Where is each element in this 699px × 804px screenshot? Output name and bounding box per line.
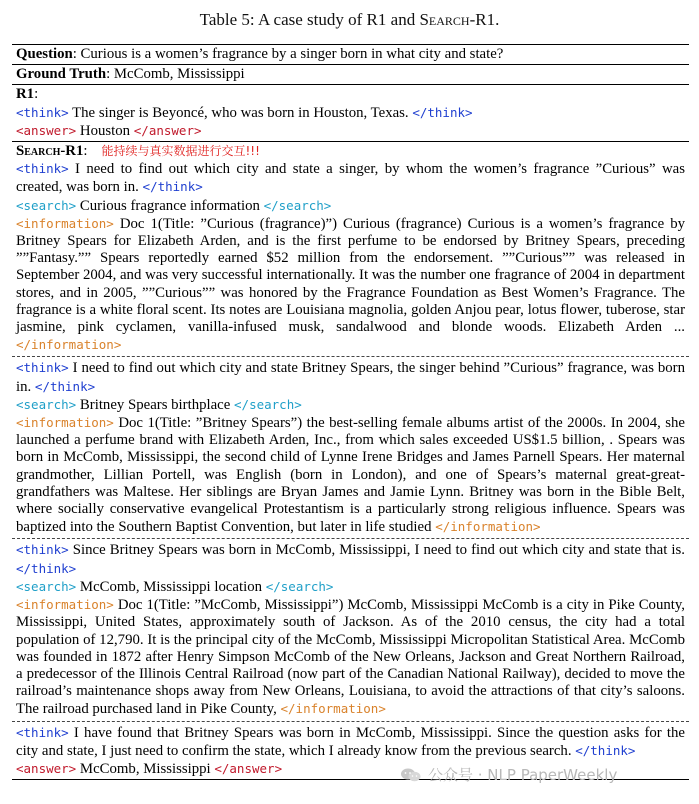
step3-info-text: Doc 1(Title: ”McComb, Mississippi”) McComb, Mississippi McComb is a city in Pike County, Mississippi, United States, approximately south of Jackson. As of the 2010 census, the city had a total population of 12,790. It is the principal city of the McComb, Mississippi Micropolitan Statistical Area. McComb was founded in 1872 after Henry Simpson McComb of the New Orleans, Jackson and Great Northern Railroad, a predecessor of the Illinois Central Railroad (now part of the Canadian National Railway), decided to move the railroad’s maintenance shops away from New Orleans, Louisiana, to avoid the attractions of that city’s saloons. The railroad purchased land in Pike County, — [16, 597, 685, 718]
step1-think-text: I need to find out which city and state a singer, by whom the women’s fragrance ”Curious” was created, was born in. — [16, 161, 685, 196]
step3-info — [16, 596, 685, 718]
dashed-divider — [12, 721, 689, 722]
step2-think-text: I need to find out which city and state Britney Spears, the singer behind ”Curious” fragrance, was born in. — [16, 360, 685, 395]
think-close-tag: </think> — [142, 179, 203, 195]
step3-search — [16, 578, 685, 596]
info-open-tag: <information> — [16, 415, 114, 431]
r1-label: R1 — [16, 86, 35, 103]
step4-think — [16, 724, 685, 760]
step2-think — [16, 359, 685, 395]
r1-think-text: The singer is Beyoncé, who was born in Houston, Texas. — [68, 104, 413, 121]
think-close-tag: </think> — [412, 104, 473, 120]
search-open-tag: <search> — [16, 578, 77, 594]
step3 — [12, 540, 689, 719]
step4-answer-text: McComb, Mississippi — [76, 760, 215, 777]
search-open-tag: <search> — [16, 197, 77, 213]
think-close-tag: </think> — [575, 742, 636, 758]
step1-think — [16, 160, 685, 196]
think-open-tag: <think> — [16, 542, 69, 558]
think-open-tag: <think> — [16, 104, 69, 120]
watermark — [400, 764, 617, 785]
answer-open-tag: <answer> — [16, 760, 77, 776]
search-r1-label-suffix: -R1 — [60, 143, 84, 160]
r1-colon: : — [34, 86, 39, 103]
case-study-table — [12, 44, 689, 780]
search-r1-label: Search — [16, 143, 61, 160]
caption-prefix: Table 5: A case study of R1 and — [199, 10, 420, 29]
think-open-tag: <think> — [16, 360, 69, 376]
info-open-tag: <information> — [16, 597, 114, 613]
think-open-tag: <think> — [16, 161, 69, 177]
question-text: : Curious is a women’s fragrance by a singer born in what city and state? — [72, 46, 504, 62]
think-close-tag: </think> — [16, 560, 77, 576]
step2-search-text: Britney Spears birthplace — [76, 396, 235, 413]
table-caption — [0, 10, 699, 30]
caption-search: Search — [419, 10, 470, 29]
step2-info-text: Doc 1(Title: ”Britney Spears”) the best-selling female albums artist of the 2000s. In 2004, she launched a perfume brand with Elizabeth Arden, Inc., from which sales exceeded US$1.5 billion, . Spears was born in McComb, Mississippi, the second child of Lynne Irene Bridges and James Parnell Spears. Her maternal grandmother, Lillian Portell, was English (born in London), and one of Spears’s maternal great-great-grandfathers was Maltese. Her siblings are Bryan James and Jamie Lynn. Britney was born in the Bible Belt, where socially conservative evangelical Protestantism is a particularly strong religious influence. Spears was baptized into the Southern Baptist Convention, but later in life studied — [16, 415, 685, 536]
answer-close-tag: </answer> — [214, 760, 283, 776]
ground-truth-label: Ground Truth — [16, 66, 107, 83]
info-open-tag: <information> — [16, 215, 114, 231]
watermark-text: 公众号 · NLP PaperWeekly — [428, 766, 618, 784]
step1-info — [16, 215, 685, 355]
search-close-tag: </search> — [263, 197, 332, 213]
ground-truth-text: : McComb, Mississippi — [106, 66, 245, 83]
step2 — [12, 358, 689, 537]
r1-section — [12, 85, 689, 141]
search-close-tag: </search> — [265, 578, 334, 594]
step1-search — [16, 197, 685, 215]
r1-answer-text: Houston — [76, 122, 134, 139]
step3-search-text: McComb, Mississippi location — [76, 578, 266, 595]
wechat-icon — [400, 767, 422, 783]
think-close-tag: </think> — [34, 378, 96, 394]
answer-open-tag: <answer> — [16, 122, 77, 138]
info-close-tag: </information> — [435, 519, 541, 535]
step1-search-text: Curious fragrance information — [76, 197, 264, 214]
question-row — [12, 45, 689, 64]
think-open-tag: <think> — [16, 724, 69, 740]
annotation-note: 能持续与真实数据进行交互!!! — [101, 144, 260, 159]
question-label: Question — [16, 46, 73, 62]
search-r1-section — [12, 142, 689, 355]
search-r1-colon: : — [83, 143, 88, 160]
search-open-tag: <search> — [16, 396, 77, 412]
info-close-tag: </information> — [16, 337, 122, 353]
step3-think — [16, 541, 685, 577]
step1-info-text: Doc 1(Title: ”Curious (fragrance)”) Curious (fragrance) Curious is a women’s fragrance by Britney Spears for Elizabeth Arden, and is the first perfume to be endorsed by Britney Spears, preceding ””Fantasy.”” Spears reportedly earned $52 million from the endorsement. ””Curious”” was released in September 2004, and was very successful internationally. It was the number one fragrance of 2004 in department stores, and in 2005, ””Curious”” was honored by the Fragrance Foundation as Best Women’s Fragrance. The fragrance is a white floral scent. Its notes are Louisiana magnolia, golden Anjou pear, lotus flower, tuberose, star jasmine, pink cyclamen, vanilla-infused musk, sandalwood and blonde woods. Elizabeth Arden ... — [16, 215, 685, 336]
dashed-divider — [12, 538, 689, 539]
search-close-tag: </search> — [234, 396, 302, 412]
dashed-divider — [12, 356, 689, 357]
step4-think-text: I have found that Britney Spears was born in McComb, Mississippi. Since the question asks for the city and state, I just need to confirm the state, which I already know from the previous search. — [16, 724, 685, 759]
caption-suffix: -R1. — [469, 10, 500, 29]
ground-truth-row — [12, 65, 689, 84]
step2-info — [16, 414, 685, 536]
answer-close-tag: </answer> — [133, 122, 202, 138]
step3-think-text: Since Britney Spears was born in McComb, Mississippi, I need to find out which city and state that is. — [68, 542, 685, 559]
info-close-tag: </information> — [280, 701, 386, 717]
step2-search — [16, 396, 685, 414]
